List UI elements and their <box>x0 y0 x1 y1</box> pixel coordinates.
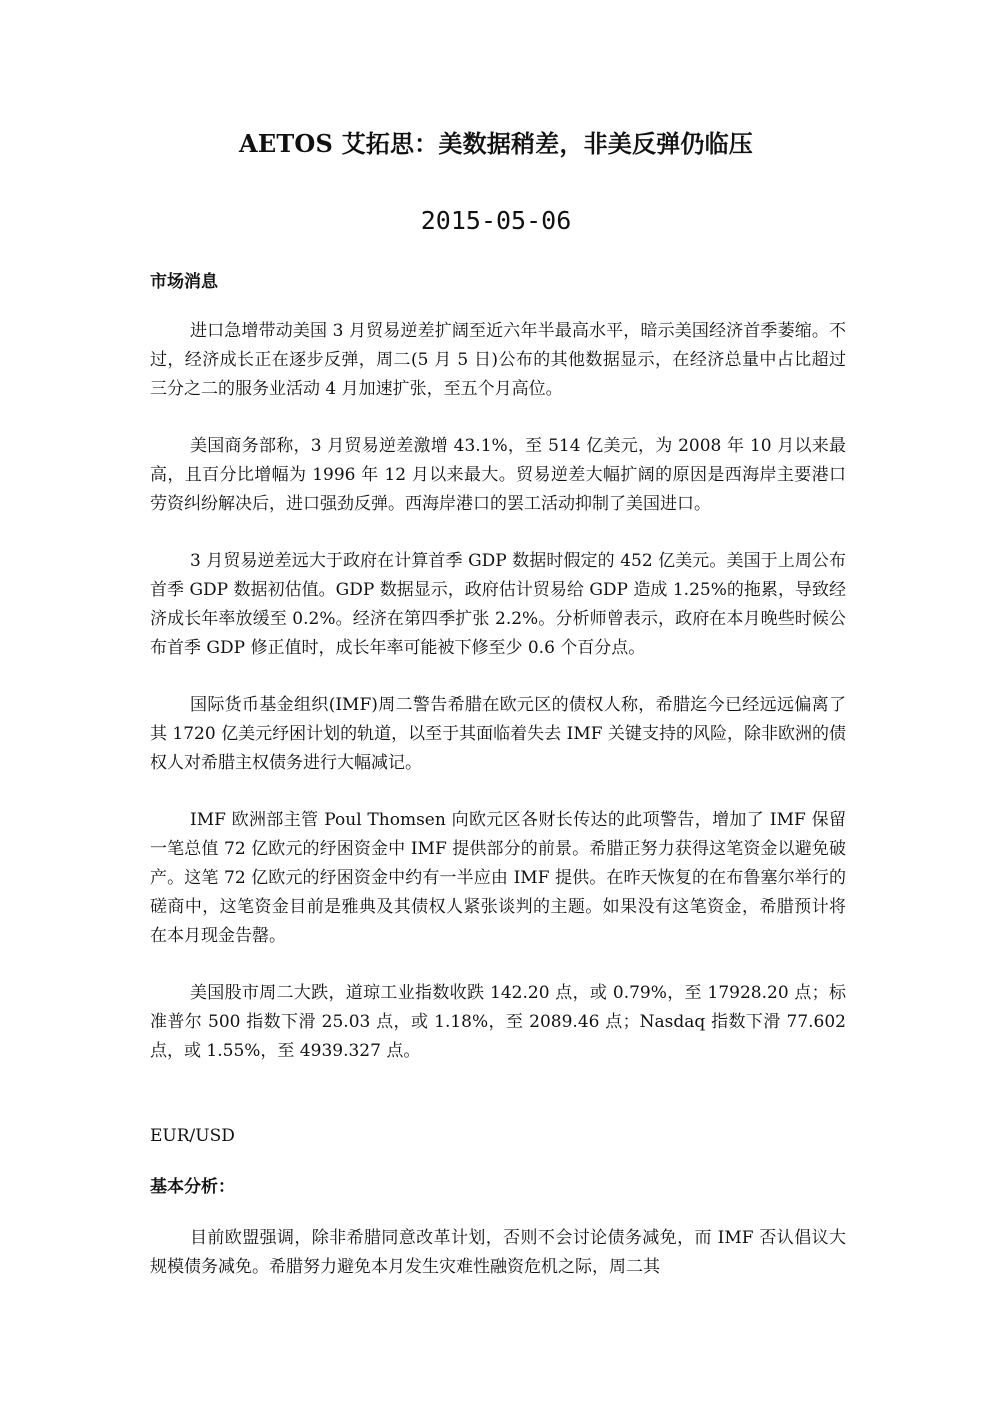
paragraph: 美国股市周二大跌，道琼工业指数收跌 142.20 点，或 0.79%，至 17928.20 点；标准普尔 500 指数下滑 25.03 点，或 1.18%，至 2089.46 点；Nasdaq 指数下滑 77.602 点，或 1.55%，至 4939.327 点。 <box>150 983 846 1061</box>
paragraph: 美国商务部称，3 月贸易逆差激增 43.1%，至 514 亿美元，为 2008 年 10 月以来最高，且百分比增幅为 1996 年 12 月以来最大。贸易逆差大幅扩阔的原因是西海岸主要港口劳资纠纷解决后，进口强劲反弹。西海岸港口的罢工活动抑制了美国进口。 <box>150 436 846 514</box>
paragraph: 3 月贸易逆差远大于政府在计算首季 GDP 数据时假定的 452 亿美元。美国于上周公布首季 GDP 数据初估值。GDP 数据显示，政府估计贸易给 GDP 造成 1.25%的拖累，导致经济成长年率放缓至 0.2%。经济在第四季扩张 2.2%。分析师曾表示，政府在本月晚些时候公布首季 GDP 修正值时，成长年率可能被下修至少 0.6 个百分点。 <box>150 551 846 658</box>
paragraph: 国际货币基金组织(IMF)周二警告希腊在欧元区的债权人称，希腊迄今已经远远偏离了其 1720 亿美元纾困计划的轨道，以至于其面临着失去 IMF 关键支持的风险，除非欧洲的债权人对希腊主权债务进行大幅减记。 <box>150 695 846 773</box>
section-heading-market-news: 市场消息 <box>150 272 218 292</box>
document-body <box>150 268 846 1282</box>
paragraph: 目前欧盟强调，除非希腊同意改革计划，否则不会讨论债务减免，而 IMF 否认倡议大规模债务减免。希腊努力避免本月发生灾难性融资危机之际，周二其 <box>150 1228 846 1277</box>
paragraph: IMF 欧洲部主管 Poul Thomsen 向欧元区各财长传达的此项警告，增加了 IMF 保留一笔总值 72 亿欧元的纾困资金中 IMF 提供部分的前景。希腊正努力获得这笔资金以避免破产。这笔 72 亿欧元的纾困资金中约有一半应由 IMF 提供。在昨天恢复的在布鲁塞尔举行的磋商中，这笔资金目前是雅典及其债权人紧张谈判的主题。如果没有这笔资金，希腊预计将在本月现金告罄。 <box>150 810 846 946</box>
document-title: AETOS 艾拓思：美数据稍差，非美反弹仍临压 <box>239 129 753 158</box>
currency-pair-label: EUR/USD <box>150 1126 235 1146</box>
section-heading-fundamental-analysis: 基本分析： <box>150 1177 235 1197</box>
paragraph: 进口急增带动美国 3 月贸易逆差扩阔至近六年半最高水平，暗示美国经济首季萎缩。不过，经济成长正在逐步反弹，周二(5 月 5 日)公布的其他数据显示，在经济总量中占比超过三分之二的服务业活动 4 月加速扩张，至五个月高位。 <box>150 321 846 399</box>
document-date: 2015-05-06 <box>420 206 572 235</box>
